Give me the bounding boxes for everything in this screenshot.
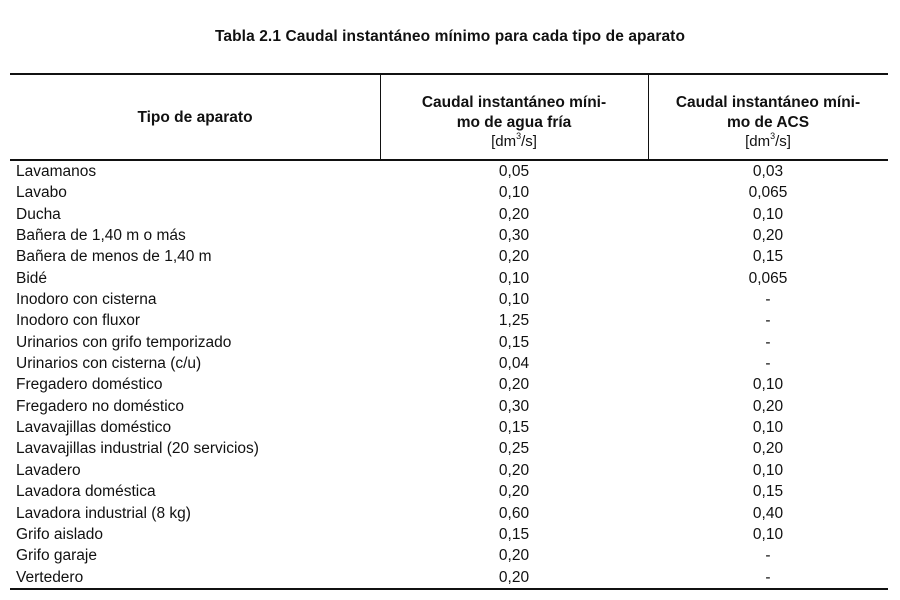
cell-tipo-de-aparato: Fregadero no doméstico (16, 397, 185, 415)
table-row (10, 460, 888, 481)
cell-caudal-acs: 0,40 (752, 504, 784, 522)
table-row (10, 289, 888, 310)
table-caption: Tabla 2.1 Caudal instantáneo mínimo para cada tipo de aparato (214, 28, 686, 45)
cell-caudal-agua-fria: 0,60 (498, 504, 530, 522)
cell-tipo-de-aparato: Urinarios con cisterna (c/u) (16, 355, 202, 373)
cell-tipo-de-aparato: Lavamanos (16, 163, 97, 180)
table-row (10, 246, 888, 267)
cell-caudal-acs: - (765, 291, 771, 309)
header-caudal-agua-fria (380, 75, 648, 159)
cell-tipo-de-aparato: Lavadora doméstica (16, 483, 156, 501)
table-row (10, 225, 888, 246)
cell-caudal-acs: 0,20 (752, 397, 784, 415)
cell-caudal-acs: 0,15 (752, 248, 784, 266)
cell-caudal-agua-fria: 0,30 (498, 397, 530, 415)
cell-caudal-acs: 0,15 (752, 483, 784, 501)
cell-tipo-de-aparato: Inodoro con cisterna (16, 291, 157, 309)
cell-tipo-de-aparato: Grifo aislado (16, 525, 104, 543)
cell-caudal-agua-fria: 0,15 (498, 525, 530, 543)
cell-caudal-agua-fria: 0,20 (498, 205, 530, 223)
header-fria-unit: $[dm^3/s]$ (491, 131, 537, 150)
cell-caudal-agua-fria: 0,04 (498, 355, 530, 373)
table-row (10, 204, 888, 225)
cell-tipo-de-aparato: Lavadero (16, 461, 81, 479)
header-tipo-label: Tipo de aparato (137, 109, 253, 126)
cell-tipo-de-aparato: Urinarios con grifo temporizado (16, 333, 232, 351)
table-row (10, 567, 888, 588)
table-body (10, 161, 888, 588)
cell-caudal-agua-fria: 0,10 (498, 291, 530, 309)
table-row (10, 417, 888, 438)
cell-tipo-de-aparato: Bañera de 1,40 m o más (16, 227, 186, 245)
table-row (10, 310, 888, 331)
cell-tipo-de-aparato: Lavavajillas industrial (20 servicios) (16, 440, 259, 458)
cell-caudal-agua-fria: 1,25 (498, 312, 530, 330)
cell-caudal-acs: - (765, 547, 771, 565)
cell-tipo-de-aparato: Grifo garaje (16, 547, 97, 565)
table-bottom-rule (10, 588, 888, 590)
table-row (10, 268, 888, 289)
cell-caudal-agua-fria: 0,10 (498, 269, 530, 287)
cell-tipo-de-aparato: Fregadero doméstico (16, 376, 163, 394)
table-row (10, 503, 888, 524)
header-acs-line2: mo de ACS (726, 114, 810, 131)
table-row (10, 545, 888, 566)
cell-caudal-agua-fria: 0,20 (498, 248, 530, 266)
table-row (10, 481, 888, 502)
table-header (10, 75, 888, 161)
cell-caudal-agua-fria: 0,30 (498, 227, 530, 245)
header-fria-line2: mo de agua fría (456, 114, 572, 131)
cell-caudal-agua-fria: 0,10 (498, 184, 530, 202)
cell-tipo-de-aparato: Lavavajillas doméstico (16, 419, 172, 437)
table-row (10, 182, 888, 203)
header-fria-line1: Caudal instantáneo míni- (421, 94, 607, 111)
cell-caudal-agua-fria: 0,15 (498, 333, 530, 351)
cell-caudal-acs: 0,065 (748, 184, 788, 202)
flow-rate-table (10, 73, 888, 590)
cell-caudal-acs: 0,03 (752, 163, 784, 180)
cell-caudal-agua-fria: 0,20 (498, 547, 530, 565)
cell-tipo-de-aparato: Lavabo (16, 184, 67, 202)
cell-caudal-acs: - (765, 355, 771, 373)
table-row (10, 438, 888, 459)
cell-caudal-acs: 0,20 (752, 227, 784, 245)
table-row (10, 161, 888, 182)
cell-tipo-de-aparato: Bañera de menos de 1,40 m (16, 248, 212, 266)
cell-caudal-agua-fria: 0,20 (498, 461, 530, 479)
cell-caudal-agua-fria: 0,25 (498, 440, 530, 458)
cell-caudal-acs: 0,20 (752, 440, 784, 458)
header-acs-line1: Caudal instantáneo míni- (675, 94, 861, 111)
cell-caudal-acs: 0,065 (748, 269, 788, 287)
cell-caudal-acs: 0,10 (752, 205, 784, 223)
table-row (10, 374, 888, 395)
cell-tipo-de-aparato: Ducha (16, 205, 61, 223)
table-row (10, 396, 888, 417)
header-caudal-acs (648, 75, 888, 159)
cell-tipo-de-aparato: Vertedero (16, 568, 84, 586)
cell-caudal-acs: 0,10 (752, 461, 784, 479)
cell-caudal-agua-fria: 0,20 (498, 376, 530, 394)
cell-caudal-acs: 0,10 (752, 525, 784, 543)
header-acs-unit: $[dm^3/s]$ (745, 131, 791, 150)
table-row (10, 353, 888, 374)
cell-tipo-de-aparato: Lavadora industrial (8 kg) (16, 504, 191, 522)
cell-caudal-agua-fria: 0,15 (498, 419, 530, 437)
cell-caudal-agua-fria: 0,20 (498, 568, 530, 586)
header-tipo-de-aparato (10, 75, 380, 159)
cell-caudal-agua-fria: 0,05 (498, 163, 530, 180)
cell-caudal-acs: - (765, 312, 771, 330)
cell-caudal-agua-fria: 0,20 (498, 483, 530, 501)
cell-tipo-de-aparato: Bidé (16, 269, 48, 287)
cell-tipo-de-aparato: Inodoro con fluxor (16, 312, 141, 330)
cell-caudal-acs: - (765, 333, 771, 351)
table-row (10, 332, 888, 353)
cell-caudal-acs: - (765, 568, 771, 586)
table-row (10, 524, 888, 545)
cell-caudal-acs: 0,10 (752, 376, 784, 394)
cell-caudal-acs: 0,10 (752, 419, 784, 437)
